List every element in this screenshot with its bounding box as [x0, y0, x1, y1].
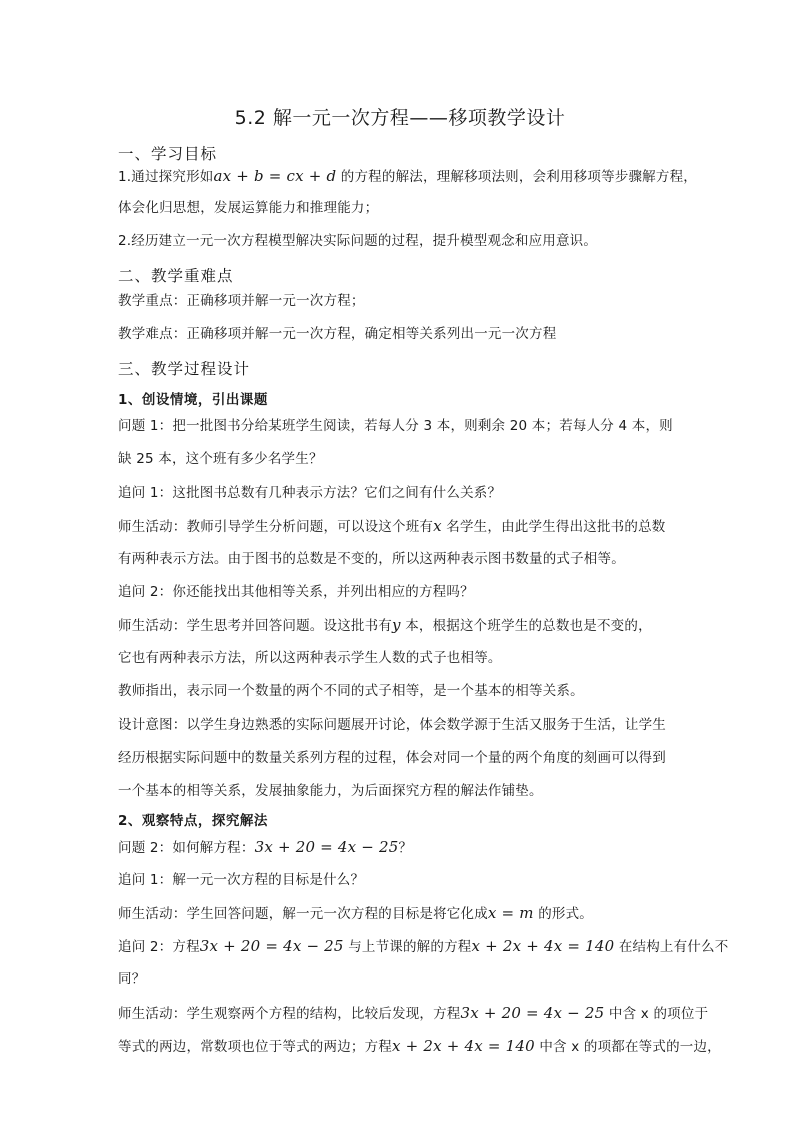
activity-1-text-b: 名学生，由此学生得出这批书的总数: [446, 519, 666, 535]
follow-up-4-formula-1: 3x + 20 = 4x − 25: [199, 937, 344, 955]
activity-4-formula-2: x + 2x + 4x = 140: [392, 1037, 535, 1055]
goal-1-text-b: 的方程的解法，理解移项法则，会利用移项等步骤解方程，: [340, 169, 697, 185]
document-title: 5.2 解一元一次方程——移项教学设计: [234, 107, 566, 129]
follow-up-4-text-c: 在结构上有什么不: [618, 939, 729, 955]
question-1-line-2: 缺 25 本，这个班有多少名学生？: [118, 451, 323, 467]
question-1-line-1: 问题 1：把一批图书分给某班学生阅读，若每人分 3 本，则剩余 20 本；若每人分 4 本，则: [118, 418, 673, 434]
activity-4-text-c: 等式的两边，常数项也位于等式的两边；方程: [118, 1039, 392, 1055]
activity-4-formula: 3x + 20 = 4x − 25: [460, 1004, 605, 1022]
follow-up-3: 追问 1：解一元一次方程的目标是什么？: [118, 872, 365, 888]
key-point: 教学重点：正确移项并解一元一次方程；: [118, 293, 365, 309]
question-2-formula: 3x + 20 = 4x − 25: [254, 838, 399, 856]
design-intent-line-1: 设计意图：以学生身边熟悉的实际问题展开讨论，体会数学源于生活又服务于生活，让学生: [118, 717, 666, 733]
design-intent-line-3: 一个基本的相等关系，发展抽象能力，为后面探究方程的解法作铺垫。: [118, 783, 543, 799]
question-2: [118, 831, 684, 865]
goal-1-line-2: 体会化归思想，发展运算能力和推理能力；: [118, 200, 379, 216]
activity-4-line-1: [118, 997, 709, 1031]
follow-up-4-line-2: 同？: [118, 971, 146, 987]
subsection-heading-2: 2、观察特点，探究解法: [118, 813, 268, 829]
teacher-note: 教师指出，表示同一个数量的两个不同的式子相等，是一个基本的相等关系。: [118, 683, 584, 699]
goal-1-line-1: [118, 160, 697, 194]
question-2-mark: ？: [398, 840, 413, 856]
difficult-point: 教学难点：正确移项并解一元一次方程，确定相等关系列出一元一次方程: [118, 326, 557, 342]
activity-3: [118, 897, 684, 931]
question-2-text: 问题 2：如何解方程：: [118, 840, 255, 856]
activity-3-text-b: 的形式。: [538, 906, 594, 922]
activity-3-text-a: 师生活动：学生回答问题，解一元一次方程的目标是将它化成: [118, 906, 488, 922]
activity-4-text-a: 师生活动：学生观察两个方程的结构，比较后发现，方程: [118, 1006, 461, 1022]
activity-1-line-2: 有两种表示方法。由于图书的总数是不变的，所以这两种表示图书数量的式子相等。: [118, 551, 625, 567]
goal-1-formula: ax + b = cx + d: [213, 167, 337, 185]
follow-up-4-formula-2: x + 2x + 4x = 140: [471, 937, 615, 955]
activity-2-line-1: [118, 609, 684, 643]
follow-up-4-line-1: [118, 930, 729, 964]
activity-2-line-2: 它也有两种表示方法，所以这两种表示学生人数的式子也相等。: [118, 650, 502, 666]
goal-1-text-a: 1.通过探究形如: [118, 169, 214, 185]
subsection-heading-1: 1、创设情境，引出课题: [118, 392, 268, 408]
design-intent-line-2: 经历根据实际问题中的数量关系列方程的过程，体会对同一个量的两个角度的刻画可以得到: [118, 750, 666, 766]
activity-4-line-2: [118, 1030, 721, 1064]
goal-2: 2.经历建立一元一次方程模型解决实际问题的过程，提升模型观念和应用意识。: [118, 233, 598, 249]
follow-up-4-text-b: 与上节课的解的方程: [348, 939, 472, 955]
activity-1-line-1: [118, 510, 684, 544]
activity-1-text-a: 师生活动：教师引导学生分析问题，可以设这个班有: [118, 519, 434, 535]
activity-2-text-b: 本，根据这个班学生的总数也是不变的，: [405, 618, 652, 634]
follow-up-2: 追问 2：你还能找出其他相等关系，并列出相应的方程吗？: [118, 584, 474, 600]
follow-up-4-text-a: 追问 2：方程: [118, 939, 200, 955]
section-heading-process: 三、教学过程设计: [118, 360, 251, 378]
activity-2-var: y: [392, 616, 401, 634]
activity-3-formula: x = m: [487, 904, 534, 922]
activity-1-var: x: [433, 517, 442, 535]
activity-4-text-d: 中含 x 的项都在等式的一边，: [539, 1039, 721, 1055]
activity-2-text-a: 师生活动：学生思考并回答问题。设这批书有: [118, 618, 392, 634]
section-heading-key-points: 二、教学重难点: [118, 267, 234, 285]
section-heading-goals: 一、学习目标: [118, 145, 218, 163]
follow-up-1: 追问 1：这批图书总数有几种表示方法？它们之间有什么关系？: [118, 485, 502, 501]
activity-4-text-b: 中含 x 的项位于: [608, 1006, 709, 1022]
